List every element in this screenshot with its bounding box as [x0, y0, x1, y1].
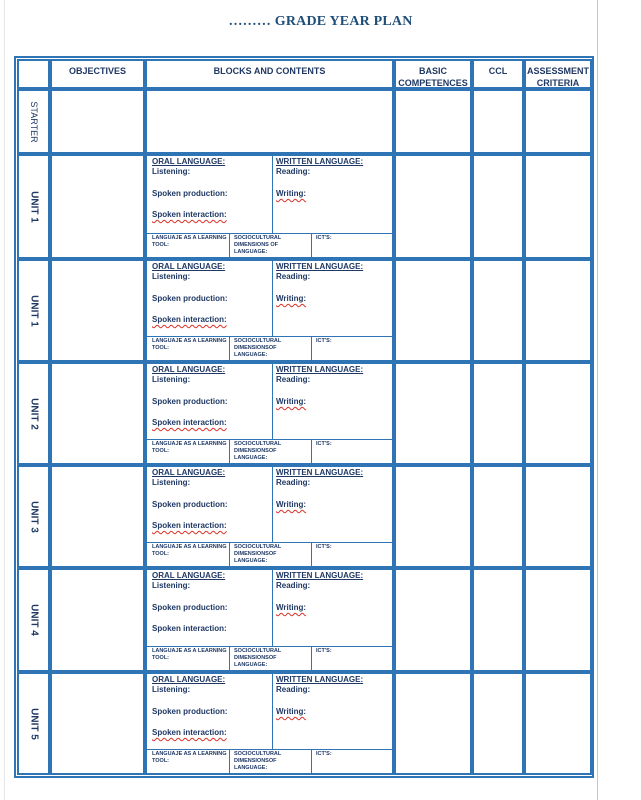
blocks-divider-vertical [272, 674, 273, 749]
blocks-contents-cell [145, 568, 394, 672]
header-assessment-criteria-label: ASSESSMENT CRITERIA [526, 66, 589, 88]
blocks-divider-horizontal [147, 749, 392, 750]
unit-label: UNIT 5 [28, 707, 39, 740]
spoken-interaction-label: Spoken interaction: [152, 315, 227, 324]
languaje-learning-tool-label: LANGUAJE AS A LEARNING TOOL: [152, 338, 227, 351]
page-edge-right [597, 0, 598, 800]
spoken-interaction-label: Spoken interaction: [152, 521, 227, 530]
icts-label: ICT'S: [316, 441, 332, 447]
blocks-divider-bottom-1 [229, 336, 230, 360]
icts-label: ICT'S: [316, 338, 332, 344]
oral-language-label: ORAL LANGUAGE: [152, 468, 226, 477]
spoken-production-label: Spoken production: [152, 603, 228, 612]
assessment-criteria-cell [524, 259, 592, 362]
blocks-divider-bottom-2 [311, 646, 312, 670]
listening-label: Listening: [152, 581, 191, 590]
spoken-interaction-label: Spoken interaction: [152, 418, 227, 427]
ccl-cell [472, 259, 524, 362]
row-label-unit [17, 154, 50, 259]
sociocultural-dimensions-label: SOCIOCULTURAL DIMENSIONSOF LANGUAGE: [234, 441, 282, 461]
sociocultural-dimensions-label: SOCIOCULTURAL DIMENSIONSOF LANGUAGE: [234, 544, 282, 564]
row-label-unit [17, 465, 50, 568]
spoken-production-label: Spoken production: [152, 707, 228, 716]
row-label-starter [17, 89, 50, 154]
sociocultural-dimensions-label: SOCIOCULTURAL DIMENSIONSOF LANGUAGE: [234, 751, 282, 771]
basic-competences-cell [394, 154, 472, 259]
oral-language-label: ORAL LANGUAGE: [152, 675, 226, 684]
sociocultural-dimensions-label: SOCIOCULTURAL DIMENSIONSOF LANGUAGE: [234, 338, 282, 358]
starter-cell-3 [394, 89, 472, 154]
reading-label: Reading: [276, 375, 311, 384]
basic-competences-cell [394, 362, 472, 465]
objectives-cell [50, 672, 145, 775]
oral-language-label: ORAL LANGUAGE: [152, 365, 226, 374]
writing-label: Writing: [276, 707, 307, 716]
header-basic-competences-label: BASIC COMPETENCES [398, 66, 468, 88]
writing-label: Writing: [276, 294, 307, 303]
languaje-learning-tool-label: LANGUAJE AS A LEARNING TOOL: [152, 235, 227, 248]
languaje-learning-tool-label: LANGUAJE AS A LEARNING TOOL: [152, 441, 227, 454]
basic-competences-cell [394, 568, 472, 672]
blocks-contents-cell [145, 362, 394, 465]
icts-label: ICT'S: [316, 751, 332, 757]
blocks-divider-bottom-1 [229, 439, 230, 463]
header-basic-competences [394, 59, 472, 89]
spoken-production-label: Spoken production: [152, 294, 228, 303]
spoken-interaction-label: Spoken interaction: [152, 210, 227, 219]
unit-label: UNIT 2 [28, 397, 39, 430]
sociocultural-dimensions-label: SOCIOCULTURAL DIMENSIONSOF LANGUAGE: [234, 648, 282, 668]
objectives-cell [50, 259, 145, 362]
blocks-divider-horizontal [147, 542, 392, 543]
row-label-unit [17, 362, 50, 465]
unit-label: UNIT 3 [28, 500, 39, 533]
listening-label: Listening: [152, 272, 191, 281]
starter-cell-5 [524, 89, 592, 154]
languaje-learning-tool-label: LANGUAJE AS A LEARNING TOOL: [152, 544, 227, 557]
spoken-production-label: Spoken production: [152, 189, 228, 198]
assessment-criteria-cell [524, 362, 592, 465]
row-label-unit [17, 672, 50, 775]
blocks-contents-cell [145, 154, 394, 259]
blocks-divider-horizontal [147, 646, 392, 647]
header-blocks [145, 59, 394, 89]
assessment-criteria-cell [524, 568, 592, 672]
assessment-criteria-cell [524, 672, 592, 775]
oral-language-label: ORAL LANGUAGE: [152, 571, 226, 580]
blocks-divider-horizontal [147, 233, 392, 234]
row-label-unit [17, 259, 50, 362]
header-objectives-label: OBJECTIVES [68, 66, 126, 76]
ccl-cell [472, 154, 524, 259]
objectives-cell [50, 568, 145, 672]
written-language-label: WRITTEN LANGUAGE: [276, 571, 364, 580]
blocks-divider-vertical [272, 364, 273, 439]
blocks-divider-vertical [272, 156, 273, 233]
icts-label: ICT'S: [316, 235, 332, 241]
unit-label: UNIT 1 [28, 190, 39, 223]
icts-label: ICT'S: [316, 648, 332, 654]
ccl-cell [472, 465, 524, 568]
blocks-divider-horizontal [147, 336, 392, 337]
objectives-cell [50, 465, 145, 568]
listening-label: Listening: [152, 685, 191, 694]
writing-label: Writing: [276, 603, 307, 612]
unit-label: UNIT 4 [28, 604, 39, 636]
blocks-divider-bottom-2 [311, 749, 312, 773]
listening-label: Listening: [152, 375, 191, 384]
writing-label: Writing: [276, 397, 307, 406]
assessment-criteria-cell [524, 154, 592, 259]
icts-label: ICT'S: [316, 544, 332, 550]
reading-label: Reading: [276, 478, 311, 487]
basic-competences-cell [394, 465, 472, 568]
page-edge-left [4, 0, 5, 800]
listening-label: Listening: [152, 478, 191, 487]
objectives-cell [50, 362, 145, 465]
blocks-divider-bottom-1 [229, 749, 230, 773]
starter-cell-4 [472, 89, 524, 154]
spoken-production-label: Spoken production: [152, 397, 228, 406]
header-objectives [50, 59, 145, 89]
written-language-label: WRITTEN LANGUAGE: [276, 262, 364, 271]
ccl-cell [472, 568, 524, 672]
blocks-divider-bottom-2 [311, 439, 312, 463]
blocks-divider-vertical [272, 570, 273, 646]
spoken-production-label: Spoken production: [152, 500, 228, 509]
reading-label: Reading: [276, 272, 311, 281]
blocks-divider-bottom-1 [229, 233, 230, 257]
objectives-cell [50, 154, 145, 259]
header-ccl-label: CCL [488, 66, 508, 76]
languaje-learning-tool-label: LANGUAJE AS A LEARNING TOOL: [152, 648, 227, 661]
spoken-interaction-label: Spoken interaction: [152, 624, 227, 633]
written-language-label: WRITTEN LANGUAGE: [276, 157, 364, 166]
ccl-cell [472, 672, 524, 775]
ccl-cell [472, 362, 524, 465]
oral-language-label: ORAL LANGUAGE: [152, 262, 226, 271]
reading-label: Reading: [276, 167, 311, 176]
row-label-unit [17, 568, 50, 672]
basic-competences-cell [394, 672, 472, 775]
spoken-interaction-label: Spoken interaction: [152, 728, 227, 737]
blocks-divider-vertical [272, 467, 273, 542]
header-assessment-criteria [524, 59, 592, 89]
blocks-divider-vertical [272, 261, 273, 336]
blocks-contents-cell [145, 259, 394, 362]
oral-language-label: ORAL LANGUAGE: [152, 157, 226, 166]
blocks-contents-cell [145, 465, 394, 568]
unit-label: UNIT 1 [28, 294, 39, 327]
listening-label: Listening: [152, 167, 191, 176]
assessment-criteria-cell [524, 465, 592, 568]
sociocultural-dimensions-label: SOCIOCULTURAL DIMENSIONS OF LANGUAGE: [234, 235, 282, 255]
blocks-divider-bottom-2 [311, 233, 312, 257]
writing-label: Writing: [276, 500, 307, 509]
basic-competences-cell [394, 259, 472, 362]
header-blocks-label: BLOCKS AND CONTENTS [213, 66, 326, 76]
starter-cell-1 [50, 89, 145, 154]
blocks-divider-horizontal [147, 439, 392, 440]
written-language-label: WRITTEN LANGUAGE: [276, 365, 364, 374]
blocks-divider-bottom-2 [311, 336, 312, 360]
header-ccl [472, 59, 524, 89]
page-title: ……… GRADE YEAR PLAN [228, 14, 413, 29]
blocks-divider-bottom-1 [229, 646, 230, 670]
header-corner-cell [17, 59, 50, 89]
blocks-divider-bottom-2 [311, 542, 312, 566]
languaje-learning-tool-label: LANGUAJE AS A LEARNING TOOL: [152, 751, 227, 764]
blocks-contents-cell [145, 672, 394, 775]
written-language-label: WRITTEN LANGUAGE: [276, 468, 364, 477]
starter-cell-2 [145, 89, 394, 154]
starter-label: STARTER [28, 100, 39, 143]
blocks-divider-bottom-1 [229, 542, 230, 566]
written-language-label: WRITTEN LANGUAGE: [276, 675, 364, 684]
writing-label: Writing: [276, 189, 307, 198]
reading-label: Reading: [276, 685, 311, 694]
reading-label: Reading: [276, 581, 311, 590]
